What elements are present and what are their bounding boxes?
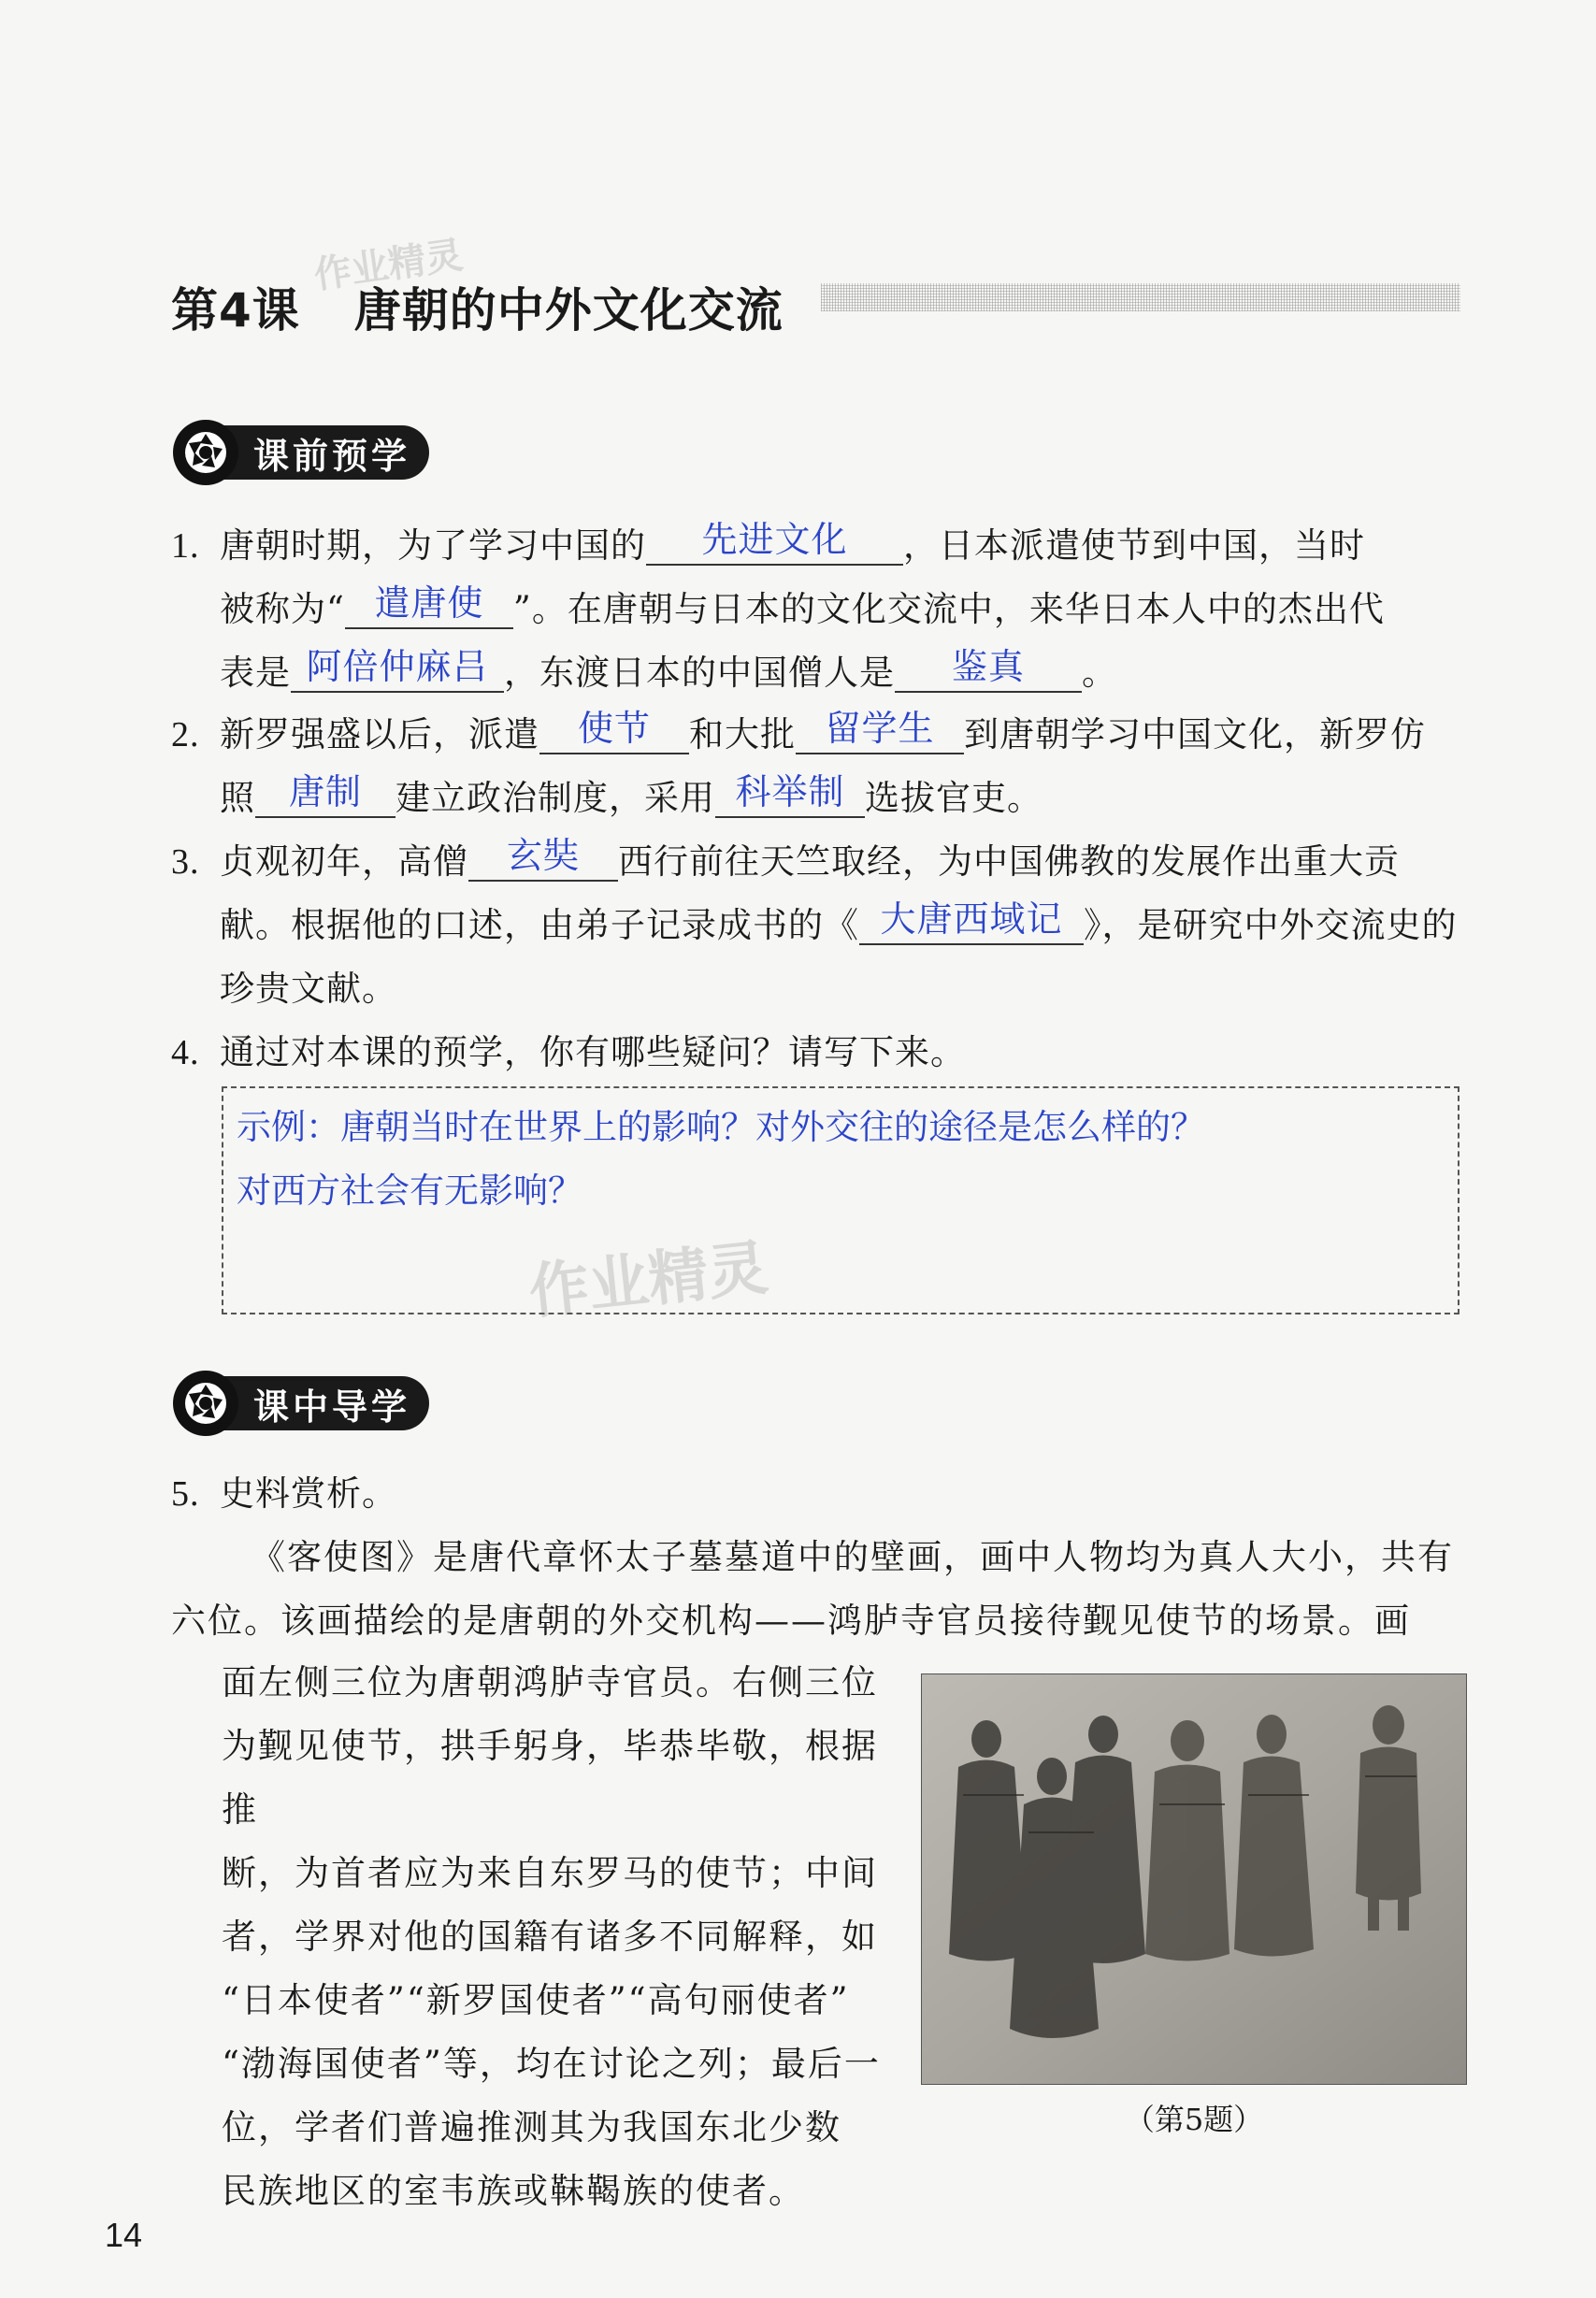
question-3 [171, 830, 1461, 1021]
page-number: 14 [105, 2216, 143, 2254]
text-line: 面左侧三位为唐朝鸿胪寺官员。右侧三位 [222, 1662, 878, 1702]
answer-blank: 留学生 [796, 704, 964, 754]
text: 和大批 [689, 714, 796, 754]
text-line: 为觐见使节，拱手躬身，毕恭毕敬，根据推 [222, 1726, 878, 1830]
question-number: 3. [171, 842, 200, 882]
shutter-icon [173, 1371, 238, 1436]
answer-blank: 大唐西域记 [859, 895, 1084, 945]
answer-blank: 唐制 [255, 768, 395, 818]
lesson-number: 第4课 [171, 283, 300, 338]
text: 。 [1082, 653, 1117, 693]
answer-box [222, 1086, 1459, 1314]
title-decoration [821, 283, 1460, 311]
answer-blank: 遣唐使 [345, 579, 513, 629]
text: ，日本派遣使节到中国，当时 [903, 525, 1365, 566]
question-5-wrapped-text [222, 1651, 887, 2223]
text: 通过对本课的预学，你有哪些疑问？请写下来。 [220, 1032, 966, 1072]
section-badge-preview [173, 418, 429, 487]
question-1 [171, 514, 1461, 705]
answer-blank: 玄奘 [468, 831, 618, 882]
envoy-mural-image [921, 1673, 1467, 2085]
answer-blank: 先进文化 [646, 515, 903, 566]
figure-caption: （第5题） [1124, 2102, 1264, 2137]
question-number: 4. [171, 1033, 200, 1072]
text: 珍贵文献。 [220, 969, 397, 1009]
section-label: 课中导学 [210, 1376, 429, 1430]
text: 新罗强盛以后，派遣 [220, 714, 539, 754]
text: 西行前往天竺取经，为中国佛教的发展作出重大贡 [618, 841, 1400, 882]
text: 表是 [220, 653, 291, 693]
answer-blank: 科举制 [715, 768, 865, 818]
text: 建立政治制度，采用 [395, 778, 715, 818]
answer-line: 对西方社会有无影响？ [237, 1171, 582, 1211]
text: ，东渡日本的中国僧人是 [504, 653, 895, 693]
question-number: 1. [171, 526, 200, 566]
text: 贞观初年，高僧 [220, 841, 468, 882]
question-5-heading [171, 1462, 1461, 1526]
text: 唐朝时期，为了学习中国的 [220, 525, 646, 566]
answer-line: 示例：唐朝当时在世界上的影响？对外交往的途径是怎么样的？ [237, 1107, 1205, 1147]
section-badge-guide [173, 1369, 429, 1438]
watermark-middle: 作业精灵 [525, 1233, 771, 1329]
section-label: 课前预学 [210, 425, 429, 480]
text: 献。根据他的口述，由弟子记录成书的《 [220, 905, 859, 945]
question-4 [171, 1021, 1461, 1084]
text: ”。在唐朝与日本的文化交流中，来华日本人中的杰出代 [512, 589, 1385, 629]
answer-blank: 阿倍仲麻吕 [291, 642, 504, 693]
text-line: “日本使者”“新罗国使者”“高句丽使者” [222, 1980, 850, 2020]
text-line: 者，学界对他的国籍有诸多不同解释，如 [222, 1917, 878, 1957]
text: 选拔官吏。 [865, 778, 1042, 818]
text-line: 民族地区的室韦族或靺鞨族的使者。 [222, 2171, 805, 2211]
text: 》，是研究中外交流史的 [1084, 905, 1458, 945]
lesson-title [171, 269, 784, 344]
question-number: 2. [171, 715, 200, 754]
lesson-name: 唐朝的中外文化交流 [353, 283, 784, 338]
question-5-paragraph [171, 1526, 1461, 1653]
text: 照 [220, 778, 255, 818]
question-2 [171, 703, 1461, 830]
watermark-top: 作业精灵 [311, 234, 466, 297]
text-line: 断，为首者应为来自东罗马的使节；中间 [222, 1853, 878, 1893]
text: 到唐朝学习中国文化，新罗仿 [964, 714, 1426, 754]
text: 史料赏析。 [220, 1473, 397, 1514]
question-number: 5. [171, 1474, 200, 1514]
shutter-icon [173, 420, 238, 485]
text-line: “渤海国使者”等，均在讨论之列；最后一 [222, 2044, 881, 2084]
answer-blank: 鉴真 [895, 642, 1082, 693]
text: 被称为“ [220, 589, 345, 629]
text-line: 位，学者们普遍推测其为我国东北少数 [222, 2107, 841, 2147]
answer-blank: 使节 [539, 704, 689, 754]
paragraph-text: 《客使图》是唐代章怀太子墓墓道中的壁画，画中人物均为真人大小，共有六位。该画描绘的是唐朝的外交机构——鸿胪寺官员接待觐见使节的场景。画 [171, 1537, 1454, 1641]
